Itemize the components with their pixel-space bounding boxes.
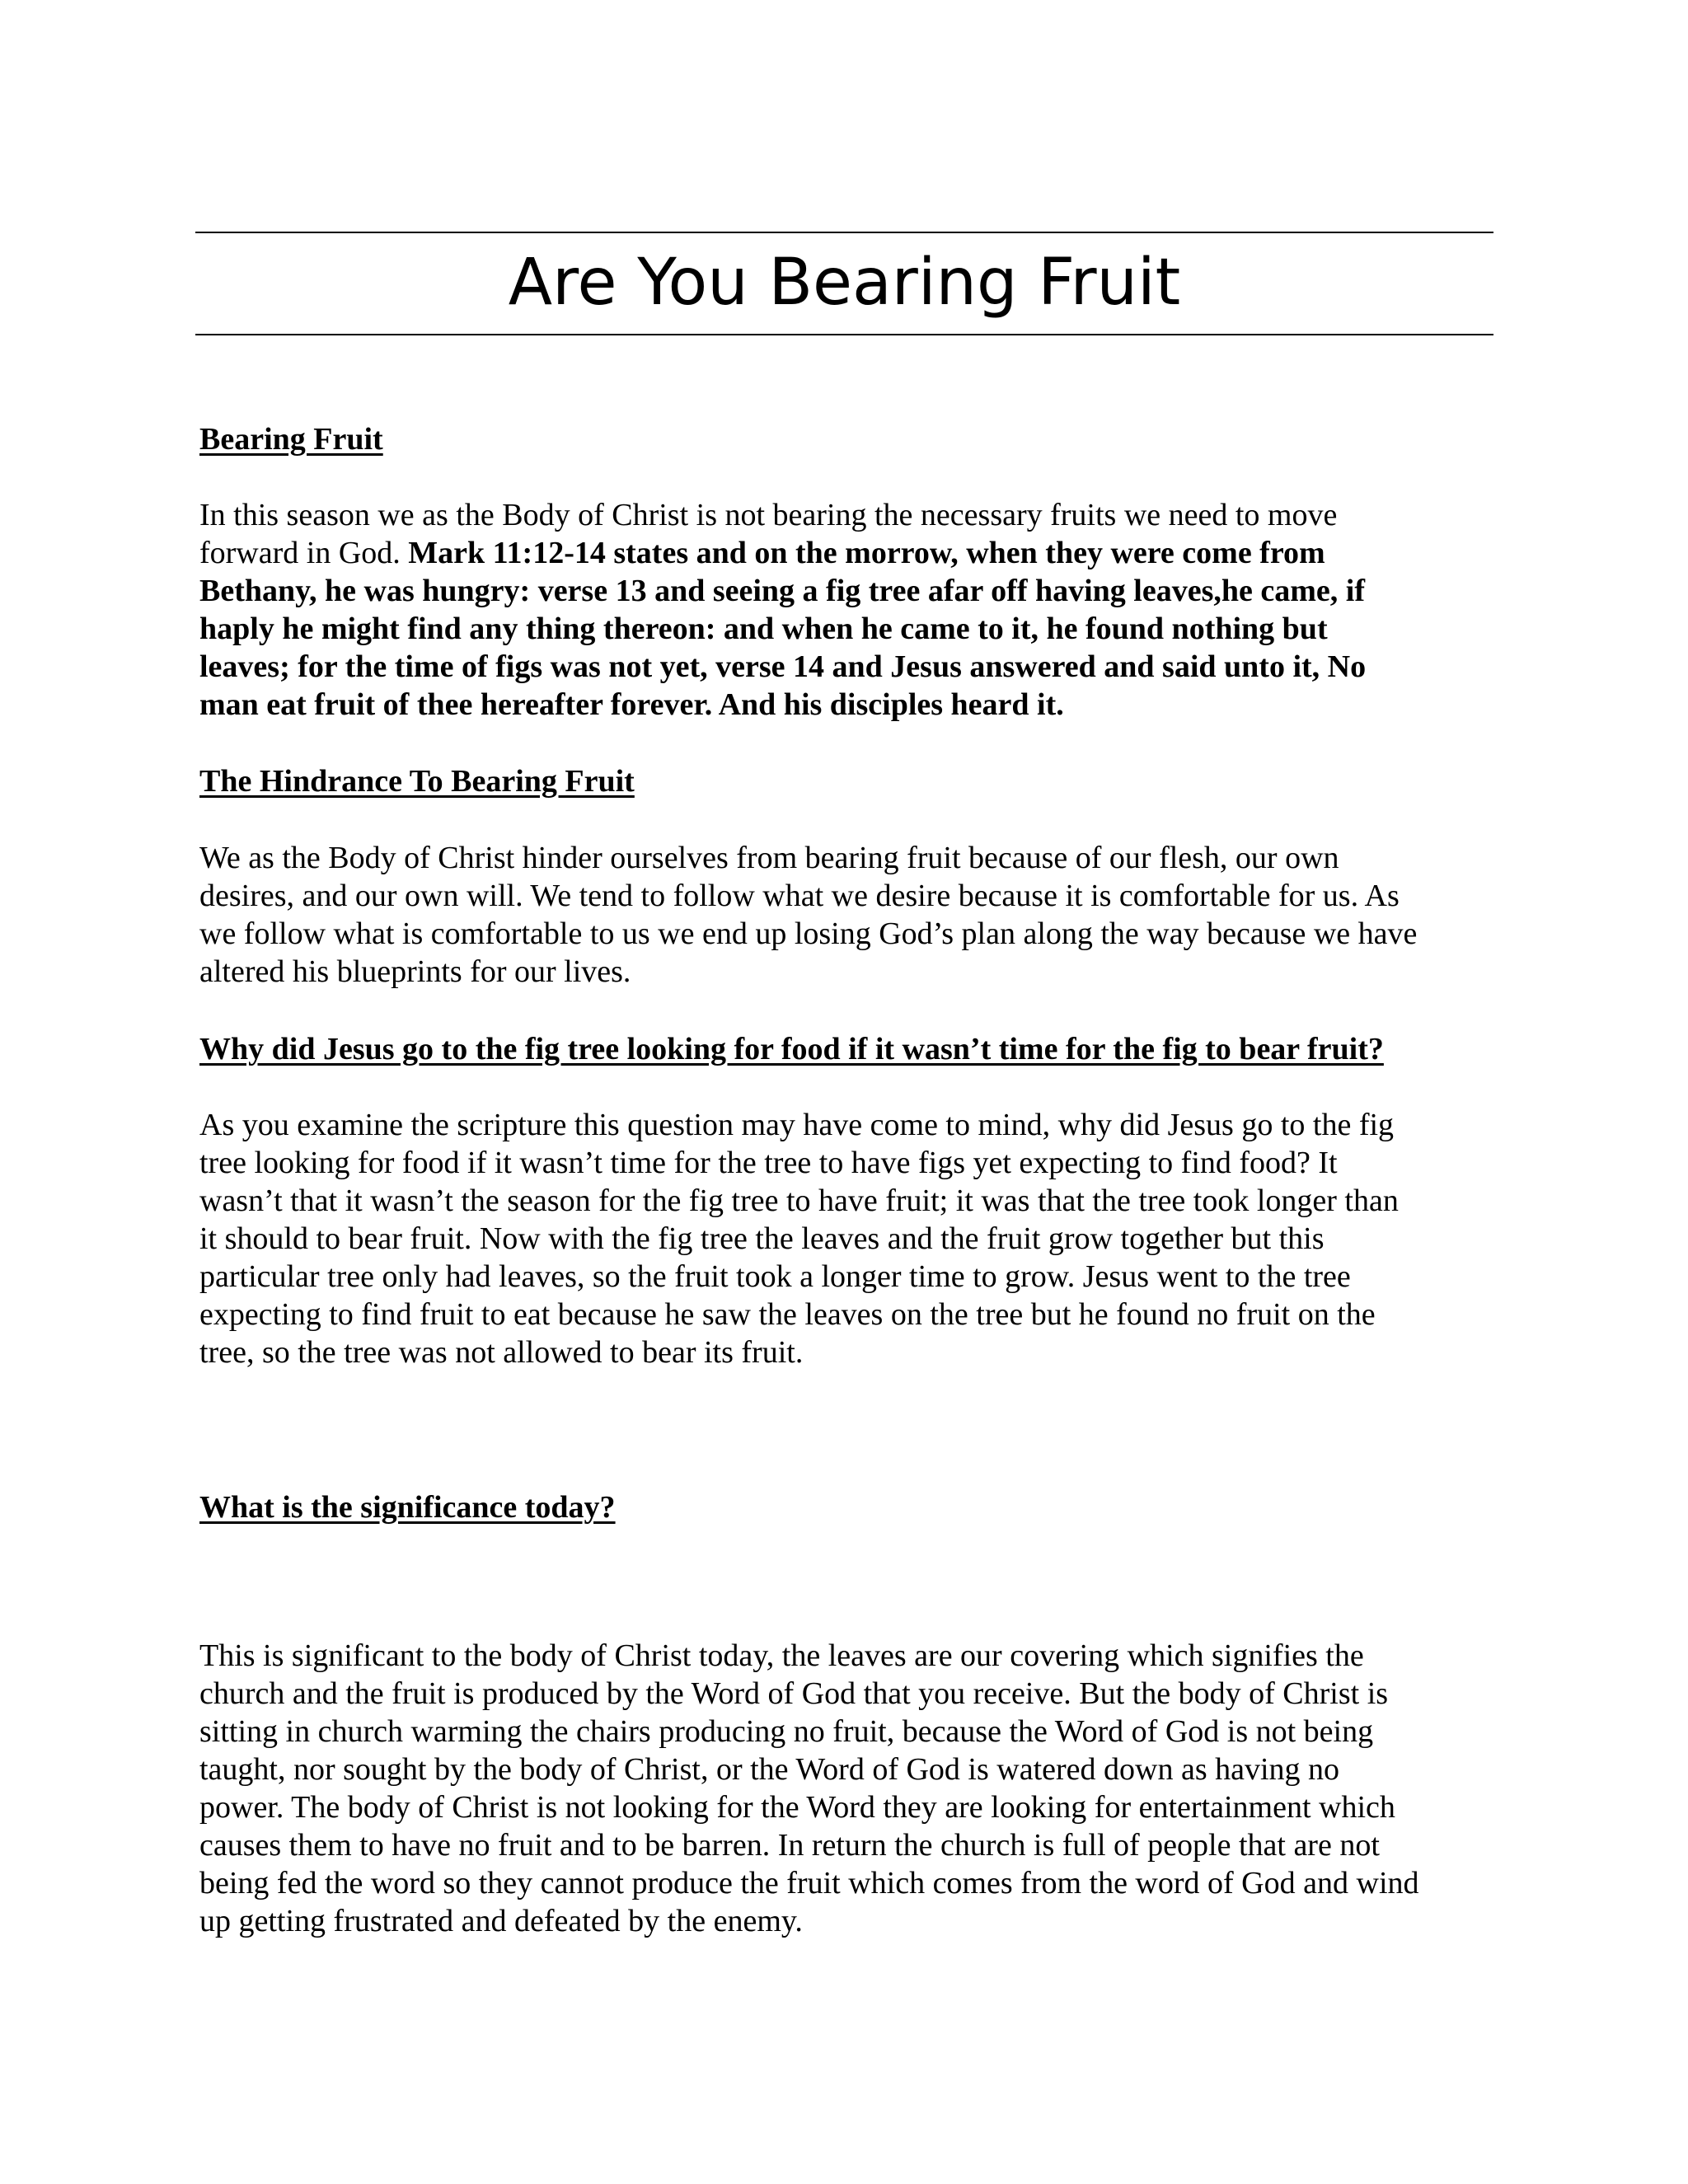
paragraph-line: taught, nor sought by the body of Christ, or the Word of God is watered down as having no [199, 1752, 1340, 1787]
heading-why-jesus: Why did Jesus go to the fig tree looking for food if it wasn’t time for the fig to bear fruit? [199, 1032, 1384, 1066]
paragraph-line: desires, and our own will. We tend to follow what we desire because it is comfortable for us. As [199, 879, 1400, 913]
paragraph-line: Bethany, he was hungry: verse 13 and seeing a fig tree afar off having leaves,he came, if [199, 574, 1365, 608]
paragraph-line: tree, so the tree was not allowed to bear its fruit. [199, 1335, 804, 1370]
paragraph-line: particular tree only had leaves, so the fruit took a longer time to grow. Jesus went to the tree [199, 1259, 1351, 1294]
paragraph-line: This is significant to the body of Christ today, the leaves are our covering which signifies the [199, 1638, 1364, 1673]
paragraph-why-jesus [199, 1106, 1502, 1371]
paragraph-line: sitting in church warming the chairs producing no fruit, because the Word of God is not being [199, 1714, 1374, 1749]
paragraph-line: altered his blueprints for our lives. [199, 954, 631, 989]
page-title: Are You Bearing Fruit [508, 246, 1181, 320]
paragraph-line: causes them to have no fruit and to be barren. In return the church is full of people that are not [199, 1828, 1380, 1863]
paragraph-line: haply he might find any thing thereon: and when he came to it, he found nothing but [199, 612, 1328, 646]
paragraph-line: power. The body of Christ is not looking for the Word they are looking for entertainment which [199, 1790, 1395, 1825]
paragraph-line: As you examine the scripture this question may have come to mind, why did Jesus go to the fig [199, 1108, 1395, 1142]
title-bottom-rule [195, 334, 1493, 335]
paragraph-line: wasn’t that it wasn’t the season for the fig tree to have fruit; it was that the tree took longer than [199, 1183, 1399, 1218]
paragraph-bearing-fruit [199, 496, 1502, 724]
paragraph-line: we follow what is comfortable to us we end up losing God’s plan along the way because we have [199, 916, 1418, 951]
paragraph-significance [199, 1637, 1502, 1940]
paragraph-line: forward in God. Mark 11:12-14 states and on the morrow, when they were come from [199, 536, 1325, 570]
title-top-rule [195, 232, 1493, 233]
paragraph-line: We as the Body of Christ hinder ourselves from bearing fruit because of our flesh, our own [199, 841, 1339, 875]
heading-significance: What is the significance today? [199, 1490, 616, 1525]
paragraph-hindrance [199, 839, 1502, 991]
heading-hindrance: The Hindrance To Bearing Fruit [199, 764, 635, 799]
paragraph-line: it should to bear fruit. Now with the fig tree the leaves and the fruit grow together but this [199, 1221, 1325, 1256]
paragraph-line: man eat fruit of thee hereafter forever. And his disciples heard it. [199, 687, 1064, 722]
paragraph-line: being fed the word so they cannot produce the fruit which comes from the word of God and wind [199, 1866, 1419, 1900]
heading-bearing-fruit: Bearing Fruit [199, 422, 383, 457]
paragraph-line: church and the fruit is produced by the Word of God that you receive. But the body of Christ is [199, 1676, 1389, 1711]
paragraph-line: up getting frustrated and defeated by the enemy. [199, 1904, 803, 1938]
paragraph-line: leaves; for the time of figs was not yet, verse 14 and Jesus answered and said unto it, No [199, 649, 1367, 684]
paragraph-line: tree looking for food if it wasn’t time for the tree to have figs yet expecting to find food? It [199, 1146, 1338, 1180]
paragraph-line: In this season we as the Body of Christ is not bearing the necessary fruits we need to move [199, 498, 1338, 532]
paragraph-line: expecting to find fruit to eat because he saw the leaves on the tree but he found no fruit on the [199, 1297, 1376, 1332]
